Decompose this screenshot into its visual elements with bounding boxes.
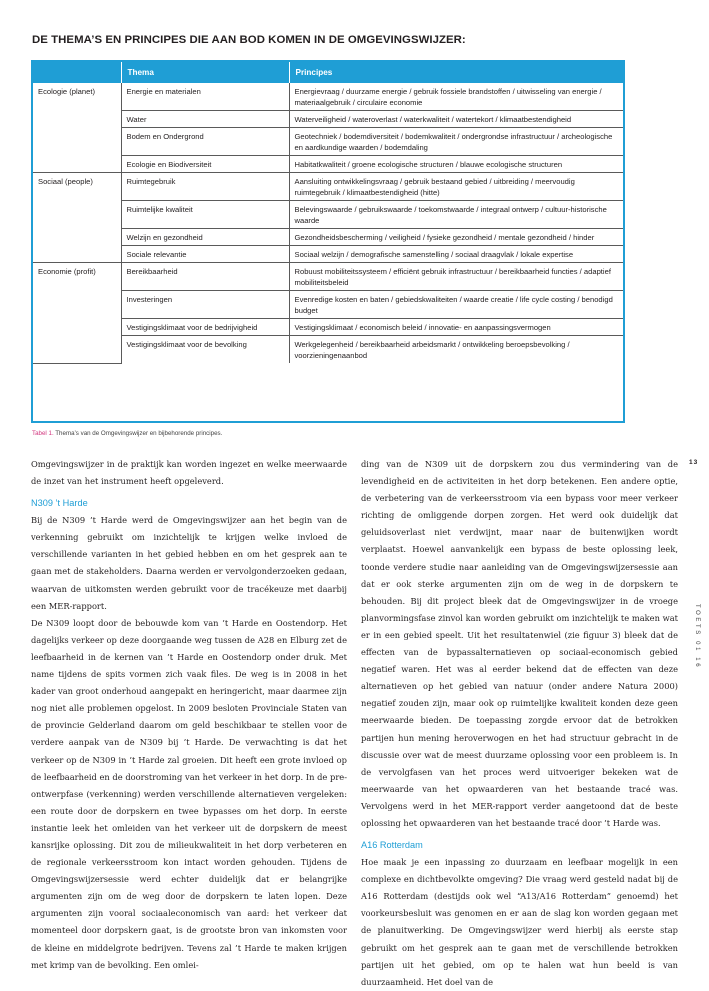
paragraph: De N309 loopt door de bebouwde kom van ’t Harde en Oostendorp. Het dagelijks verkeer op deze doorgaande weg tussen de A28 en Elburg zet de leefbaarheid in de kernen van ’t Harde en Oostendorp onder druk. Met name tijdens de spits vormen zich vaak files. De weg is in 2008 in het kader van groot onderhoud aangepakt en heringericht, maar daarmee zijn nog niet alle problemen opgelost. In 2009 besloten Provinciale Staten van de provincie Gelderland daarom om geld beschikbaar te stellen voor de verdere aanpak van de N309 bij ’t Harde. De verwachting is dat het verkeer op de N309 in ’t Harde zal groeien. Dit heeft een grote invloed op de leefbaarheid en de doorstroming van het verkeer in het dorp. In de pre-ontwerpfase (verkenning) werden verschillende alternatieven vergeleken: een route door de dorpskern en twee bypasses om het dorp. In eerste instantie leek het omleiden van het verkeer uit de dorpskern de meest kansrijke oplossing. Dit zou de milieukwaliteit in het dorp verbeteren en de regionale verkeersstroom kon intact worden gehouden. Tijdens de Omgevingswijzersessie werd echter duidelijk dat er belangrijke argumenten zijn om de weg door de dorpskern te laten lopen. Deze argumenten zijn vooral sociaaleconomisch van aard: het verkeer dat momenteel door dorpskern gaat, is de grootste bron van inkomsten voor de kleine en middelgrote bedrijven. Tevens zal ’t Harde te maken krijgen met krimp van de bevolking. Een omlei- [31,617,347,970]
cell-thema: Vestigingsklimaat voor de bevolking [121,336,289,364]
themes-table [31,60,625,423]
cell-principes: Evenredige kosten en baten / gebiedskwaliteiten / waarde creatie / life cycle costing / benodigd budget [289,291,623,319]
table-row [33,83,623,111]
cell-principes: Waterveiligheid / wateroverlast / waterkwaliteit / watertekort / klimaatbestendigheid [289,111,623,128]
cell-thema: Bereikbaarheid [121,263,289,291]
table-row [33,128,623,156]
cell-category: Sociaal (people) [38,177,93,186]
cell-thema: Ecologie en Biodiversiteit [121,156,289,173]
cell-thema: Energie en materialen [121,83,289,111]
cell-category [33,229,121,246]
cell-category [33,156,121,173]
cell-principes: Werkgelegenheid / bereikbaarheid arbeidsmarkt / ontwikkeling beroepsbevolking / voorzieningenaanbod [289,336,623,364]
cell-category [33,128,121,156]
table-header-row [33,62,623,83]
cell-principes: Gezondheidsbescherming / veiligheid / fysieke gezondheid / mentale gezondheid / hinder [289,229,623,246]
left-column [31,456,347,974]
table-row [33,156,623,173]
paragraph: Hoe maak je een inpassing zo duurzaam en leefbaar mogelijk in een complexe en dichtbevolkte omgeving? Die vraag werd gesteld nadat bij de A16 Rotterdam (destijds ook wel “A13/A16 Rotterdam” genoemd) het voorkeursbesluit was genomen en er aan de slag kon worden gegaan met de planuitwerking. De Omgevingswijzer werd hierbij als eerste stap gebruikt om het gesprek aan te gaan met de verschillende betrokken partijen uit het gebied, om op te halen wat hun beeld is van duurzaamheid. Het doel van de [361,857,678,987]
table-row [33,229,623,246]
table-row [33,246,623,263]
cell-thema: Bodem en Ondergrond [121,128,289,156]
cell-thema: Ruimtegebruik [121,173,289,201]
table-row [33,336,623,364]
header-category [33,62,121,83]
cell-principes: Geotechniek / bodemdiversiteit / bodemkwaliteit / ondergrondse infrastructuur / archeologische en aardkundige waarden / bodemdaling [289,128,623,156]
table-row [33,111,623,128]
table-row [33,201,623,229]
cell-principes: Energievraag / duurzame energie / gebruik fossiele brandstoffen / uitwisseling van energie / materiaalgebruik / circulaire economie [289,83,623,111]
cell-category [33,319,121,336]
subheading-a16: A16 Rotterdam [361,840,423,851]
cell-category [33,111,121,128]
cell-thema: Welzijn en gezondheid [121,229,289,246]
cell-thema: Ruimtelijke kwaliteit [121,201,289,229]
table-caption [32,430,222,437]
cell-principes: Vestigingsklimaat / economisch beleid / innovatie- en aanpassingsvermogen [289,319,623,336]
paragraph: ding van de N309 uit de dorpskern zou dus vermindering van de levendigheid en de activiteiten in het dorp betekenen. Een andere optie, de verbetering van de verkeersstroom via een bypass voor meer verkeer richting de omliggende dorpen zorgen. Het werd ook duidelijk dat geluidsoverlast niet verdwijnt, maar naar de buitenwijken wordt verplaatst. Hoewel aanvankelijk een bypass de beste oplossing leek, toonde verdere studie naar aanleiding van de Omgevingswijzersessie aan dat er ook sterke argumenten zijn om de weg in de dorpskern te behouden. Bij dit project bleek dat de Omgevingswijzer in de vroege planvormingsfase zinvol kan worden gebruikt om inzichtelijk te maken wat er in een gebied speelt. Uit het resultatenwiel (zie figuur 3) bleek dat de effecten van de bypassalternatieven op sociaal-economisch gebied negatief waren. Het was al eerder bekend dat de effecten van deze alternatieven op het gebied van natuur (onder andere Natura 2000) negatief zouden zijn, maar ook op ruimtelijke kwaliteit konden deze geen meerwaarde bieden. De toepassing zorgde ervoor dat de betrokken partijen hun mening heroverwogen en het had structuur gebracht in de discussie over wat de meest duurzame oplossing voor een probleem is. In de vervolgfasen van het proces werd uitvoeriger bekeken wat de meerwaarde van het opwaarderen van het bestaande tracé was. Vervolgens werd in het MER-rapport verder aangetoond dat de beste oplossing het opwaarderen van het bestaande tracé door ’t Harde was. [361,459,678,828]
header-thema: Thema [121,62,289,83]
table-row [33,173,623,201]
table-row [33,319,623,336]
cell-principes: Sociaal welzijn / demografische samenstelling / sociaal draagvlak / lokale expertise [289,246,623,263]
cell-thema: Investeringen [121,291,289,319]
section-heading: DE THEMA’S EN PRINCIPES DIE AAN BOD KOMEN IN DE OMGEVINGSWIJZER: [32,34,466,46]
cell-category [33,291,121,319]
cell-principes: Robuust mobiliteitssysteem / efficiënt gebruik infrastructuur / bereikbaarheid functies / adaptief mobiliteitsbeleid [289,263,623,291]
table-row [33,263,623,291]
cell-thema: Water [121,111,289,128]
cell-category [33,201,121,229]
cell-thema: Sociale relevantie [121,246,289,263]
paragraph: Bij de N309 ’t Harde werd de Omgevingswijzer aan het begin van de verkenning gebruikt om inzichtelijk te krijgen welke invloed de verschillende varianten in het gebied hebben en om het gesprek aan te gaan met de stakeholders. Daarna werden er vervolgonderzoeken gedaan, waarvan de uitkomsten werden gebruikt voor de tracékeuze met daarbij een MER-rapport. [31,515,347,611]
cell-thema: Vestigingsklimaat voor de bedrijvigheid [121,319,289,336]
cell-principes: Belevingswaarde / gebruikswaarde / toekomstwaarde / integraal ontwerp / cultuur-historische waarde [289,201,623,229]
paragraph: Omgevingswijzer in de praktijk kan worden ingezet en welke meerwaarde de inzet van het instrument heeft opgeleverd. [31,459,347,487]
cell-category: Ecologie (planet) [38,87,95,96]
page-number: 13 [689,459,699,466]
caption-text: Thema’s van de Omgevingswijzer en bijbehorende principes. [53,430,223,437]
table-row [33,291,623,319]
right-column [361,456,678,991]
cell-principes: Habitatkwaliteit / groene ecologische structuren / blauwe ecologische structuren [289,156,623,173]
caption-label: Tabel 1. [32,430,54,437]
journal-side-label: TOETS 01 16 [694,604,700,670]
subheading-n309: N309 ’t Harde [31,498,88,509]
header-principes: Principes [289,62,623,83]
cell-category [33,336,121,364]
cell-category: Economie (profit) [38,267,96,276]
cell-principes: Aansluiting ontwikkelingsvraag / gebruik bestaand gebied / uitbreiding / meervoudig ruimtegebruik / klimaatbestendigheid (hitte) [289,173,623,201]
cell-category [33,246,121,263]
